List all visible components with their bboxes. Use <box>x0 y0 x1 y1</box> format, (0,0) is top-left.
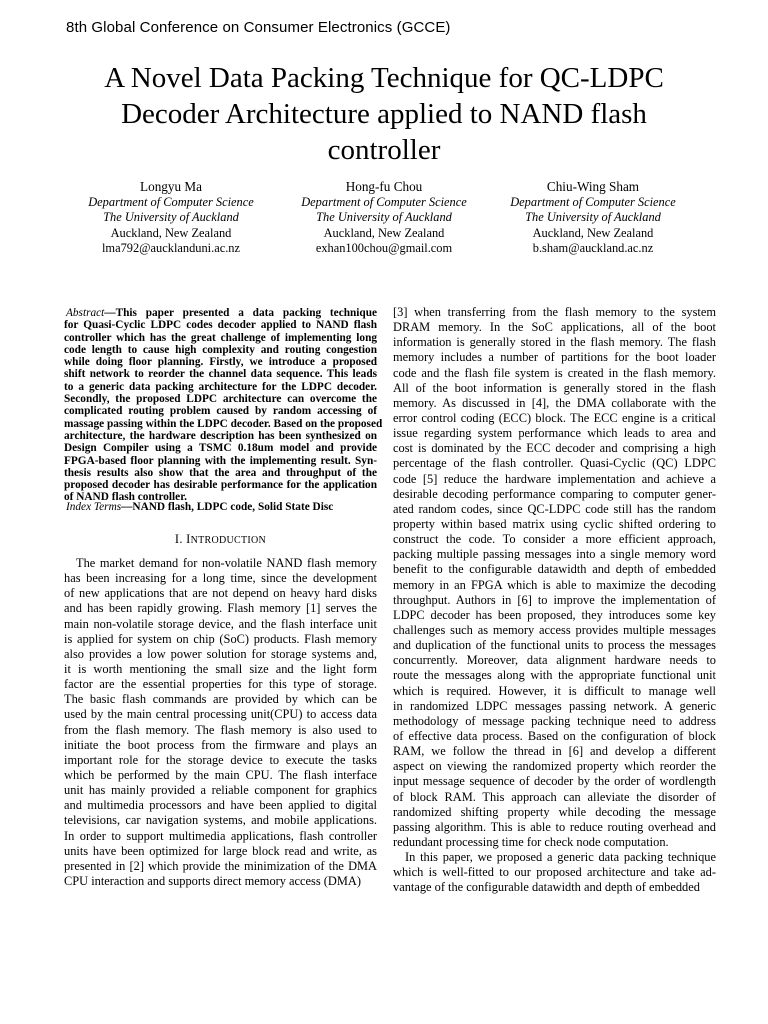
index-terms-label: Index Terms <box>66 501 122 513</box>
body-text-line: concurrently. Moreover, data alignment hardware needs to <box>393 653 716 668</box>
body-text-line: factor are the essential properties for this type of storage. <box>64 677 377 692</box>
body-text-line: information is generally stored in the flash memory. The flash <box>393 335 716 350</box>
body-text-line: randomized shifting property while decoding the message <box>393 804 716 819</box>
body-text-line: which is required. However, it is difficult to manage well <box>393 683 716 698</box>
author-name: Chiu-Wing Sham <box>546 179 640 194</box>
body-text-line: memory. As discussed in [4], the DMA collaborate with the <box>393 395 716 410</box>
body-text-line: it is worth mentioning the small size and the light form <box>64 661 377 676</box>
author-email: b.sham@auckland.ac.nz <box>532 240 654 255</box>
author-block <box>56 179 286 256</box>
author-university: The University of Auckland <box>525 210 661 225</box>
body-text-line: in randomized LDPC messages passing network. A generic <box>393 698 716 713</box>
conference-header: 8th Global Conference on Consumer Electronics (GCCE) <box>66 19 451 36</box>
abstract-line: while doing floor planning. Firstly, we introduce a proposed <box>64 356 377 369</box>
body-text-line: RAM, we follow the thread in [6] and develop a different <box>393 744 716 759</box>
body-text-line: benefit to the configurable datawidth and depth of embedded <box>393 562 716 577</box>
body-text-line: used by the main central processing unit(CPU) to access data <box>64 707 377 722</box>
body-text-line: DRAM memory. In the SoC applications, all of the boot <box>393 320 716 335</box>
body-text-line: initiate the boot process from the firmware and plays an <box>64 737 377 752</box>
paper-title <box>40 60 728 168</box>
author-university: The University of Auckland <box>103 210 239 225</box>
abstract-line: code length to cause high complexity and routing congestion <box>64 343 377 356</box>
body-text-line: ated random codes, since QC-LDPC code still has the random <box>393 501 716 516</box>
body-text-line: In this paper, we proposed a generic data packing technique <box>405 850 716 865</box>
body-text-line: which be performed by the main CPU. The flash interface <box>64 767 377 782</box>
body-text-line: and has been rapidly growing. Flash memory [1] serves the <box>64 601 377 616</box>
body-text-line: property within based matrix using cyclic shifted ordering to <box>393 516 716 531</box>
abstract <box>64 307 383 504</box>
body-text-line: presented in [2] which provide the minimization of the DMA <box>64 858 377 873</box>
abstract-line: to a generic data packing architecture for the LDPC decoder. <box>64 380 377 393</box>
author-location: Auckland, New Zealand <box>323 225 445 240</box>
body-text-line: route the messages along with the appropriate functional unit <box>393 668 716 683</box>
body-text-line: is applied for system on chip (SoC) products. Flash memory <box>64 631 377 646</box>
body-text-line: redundant processing time for check node computation. <box>393 834 669 849</box>
body-text-line: The market demand for non-volatile NAND flash memory <box>76 556 377 570</box>
body-text-line: CPU interaction and supports direct memory access (DMA) <box>64 873 361 888</box>
index-terms <box>64 501 379 513</box>
body-text-line: code and the flash file system is created in the flash memory. <box>393 365 716 380</box>
body-text-line: issue regarding system performance which leads to area and <box>393 426 716 441</box>
index-terms-text: —NAND flash, LDPC code, Solid State Disc <box>121 501 334 513</box>
abstract-line: of NAND flash controller. <box>64 491 188 504</box>
body-text-line: challenges such as memory access provides multiple messages <box>393 622 716 637</box>
right-column-text <box>393 305 716 895</box>
body-text-line: televisions, car navigation systems, and mobile applications. <box>64 813 377 828</box>
author-name: Hong-fu Chou <box>345 179 423 194</box>
abstract-line: FPGA-based floor planning with the implementing result. Syn- <box>64 454 377 467</box>
body-text-line: LDPC decoder has been proposed, they introduces some key <box>393 607 716 622</box>
body-text-line: construct the code. To consider a more efficient approach, <box>393 532 716 547</box>
body-text-line: of block RAM. This approach can alleviate the disorder of <box>393 789 716 804</box>
body-text-line: units have been optimized for large block read and write, as <box>64 843 377 858</box>
body-text-line: input message sequence of decoder by the order of wordlength <box>393 774 716 789</box>
body-text-line: also provides a low power solution for storage systems and, <box>64 646 377 661</box>
abstract-line: thesis results also show that the area and throughput of the <box>64 466 377 479</box>
body-text-line: cost is dominated by the ECC decoder and comprising a high <box>393 441 716 456</box>
body-text-line: passing algorithm. This is able to reduce routing overhead and <box>393 819 716 834</box>
abstract-line: complicated routing problem caused by random accessing of <box>64 405 377 418</box>
author-department: Department of Computer Science <box>510 195 676 210</box>
body-text-line: packing multiple passing messages into a single memory word <box>393 547 716 562</box>
body-text-line: vantage of the configurable datawidth and depth of embedded <box>393 880 700 895</box>
body-text-line: from the flash memory. The flash memory is also used to <box>64 722 377 737</box>
abstract-line: architecture, the hardware description has been synthesized on <box>64 429 377 442</box>
body-text-line: and multimedia processors and have been applied to digital <box>64 798 377 813</box>
body-text-line: error control coding (ECC) block. The ECC engine is a critical <box>393 410 716 425</box>
abstract-line: massage passing within the LDPC decoder. Based on the proposed <box>64 417 383 430</box>
body-text-line: The basic flash commands are provided by which can be <box>64 692 377 707</box>
body-text-line: memory includes a number of partitions for the boot loader <box>393 350 716 365</box>
author-block <box>478 179 708 256</box>
abstract-line: shift network to reorder the channel data sequence. This leads <box>64 368 377 381</box>
abstract-line: proposed decoder has desirable performance for the application <box>64 479 377 492</box>
author-department: Department of Computer Science <box>301 195 467 210</box>
left-column-text <box>64 556 377 889</box>
abstract-line: Design Compiler using a TSMC 0.18um model and provide <box>64 442 377 455</box>
body-text-line: memory in an FPGA which is able to maximize the decoding <box>393 577 716 592</box>
body-text-line: All of the boot information is generally stored in the flash <box>393 380 716 395</box>
author-university: The University of Auckland <box>316 210 452 225</box>
author-department: Department of Computer Science <box>88 195 254 210</box>
abstract-line: controller which has the great challenge of implementing long <box>64 331 377 344</box>
body-text-line: aspect on viewing the randomized property which reorder the <box>393 759 716 774</box>
body-text-line: percentage of the flash controller. Quasi-Cyclic (QC) LDPC <box>393 456 716 471</box>
body-text-line: and duplication of the functional units to process the messages <box>393 638 716 653</box>
section-heading: I. INTRODUCTION <box>174 532 267 546</box>
body-text-line: unit has mainly provided a reliable component for graphics <box>64 783 377 798</box>
author-location: Auckland, New Zealand <box>110 225 232 240</box>
author-email: exhan100chou@gmail.com <box>315 240 453 255</box>
title-line: Decoder Architecture applied to NAND flash <box>121 98 647 130</box>
body-text-line: throughput. Authors in [6] to improve the implementation of <box>393 592 716 607</box>
body-text-line: of new applications that are not depend on heavy hard disks <box>64 586 377 601</box>
abstract-line: Abstract—This paper presented a data packing technique <box>66 307 377 319</box>
body-text-line: which is well-fitted to our proposed architecture and take ad- <box>393 865 716 880</box>
body-text-line: [3] when transferring from the flash memory to the system <box>393 305 716 319</box>
body-text-line: main non-volatile storage device, and the flash interface unit <box>64 616 377 631</box>
title-line: controller <box>327 134 441 166</box>
body-text-line: methodology of message packing technique need to address <box>393 713 716 728</box>
body-text-line: has been increasing for a long time, since the development <box>64 571 377 586</box>
title-line: A Novel Data Packing Technique for QC-LDPC <box>104 62 664 94</box>
body-text-line: of effective data process. Based on the configuration of block <box>393 728 716 743</box>
body-text-line: code [5] reduce the hardware implementation and achieve a <box>393 471 716 486</box>
body-text-line: In order to support multimedia applications, flash controller <box>64 828 377 843</box>
abstract-line: Secondly, the proposed LDPC architecture can overcome the <box>64 393 377 406</box>
author-name: Longyu Ma <box>140 179 202 194</box>
body-text-line: important role for the storage device to execute the tasks <box>64 752 377 767</box>
abstract-label: Abstract <box>66 307 105 319</box>
author-location: Auckland, New Zealand <box>532 225 654 240</box>
abstract-line: for Quasi-Cyclic LDPC codes decoder applied to NAND flash <box>64 319 377 332</box>
author-email: lma792@aucklanduni.ac.nz <box>101 240 241 255</box>
author-block <box>269 179 499 256</box>
body-text-line: desirable decoding performance comparing to computer gener- <box>393 486 716 501</box>
